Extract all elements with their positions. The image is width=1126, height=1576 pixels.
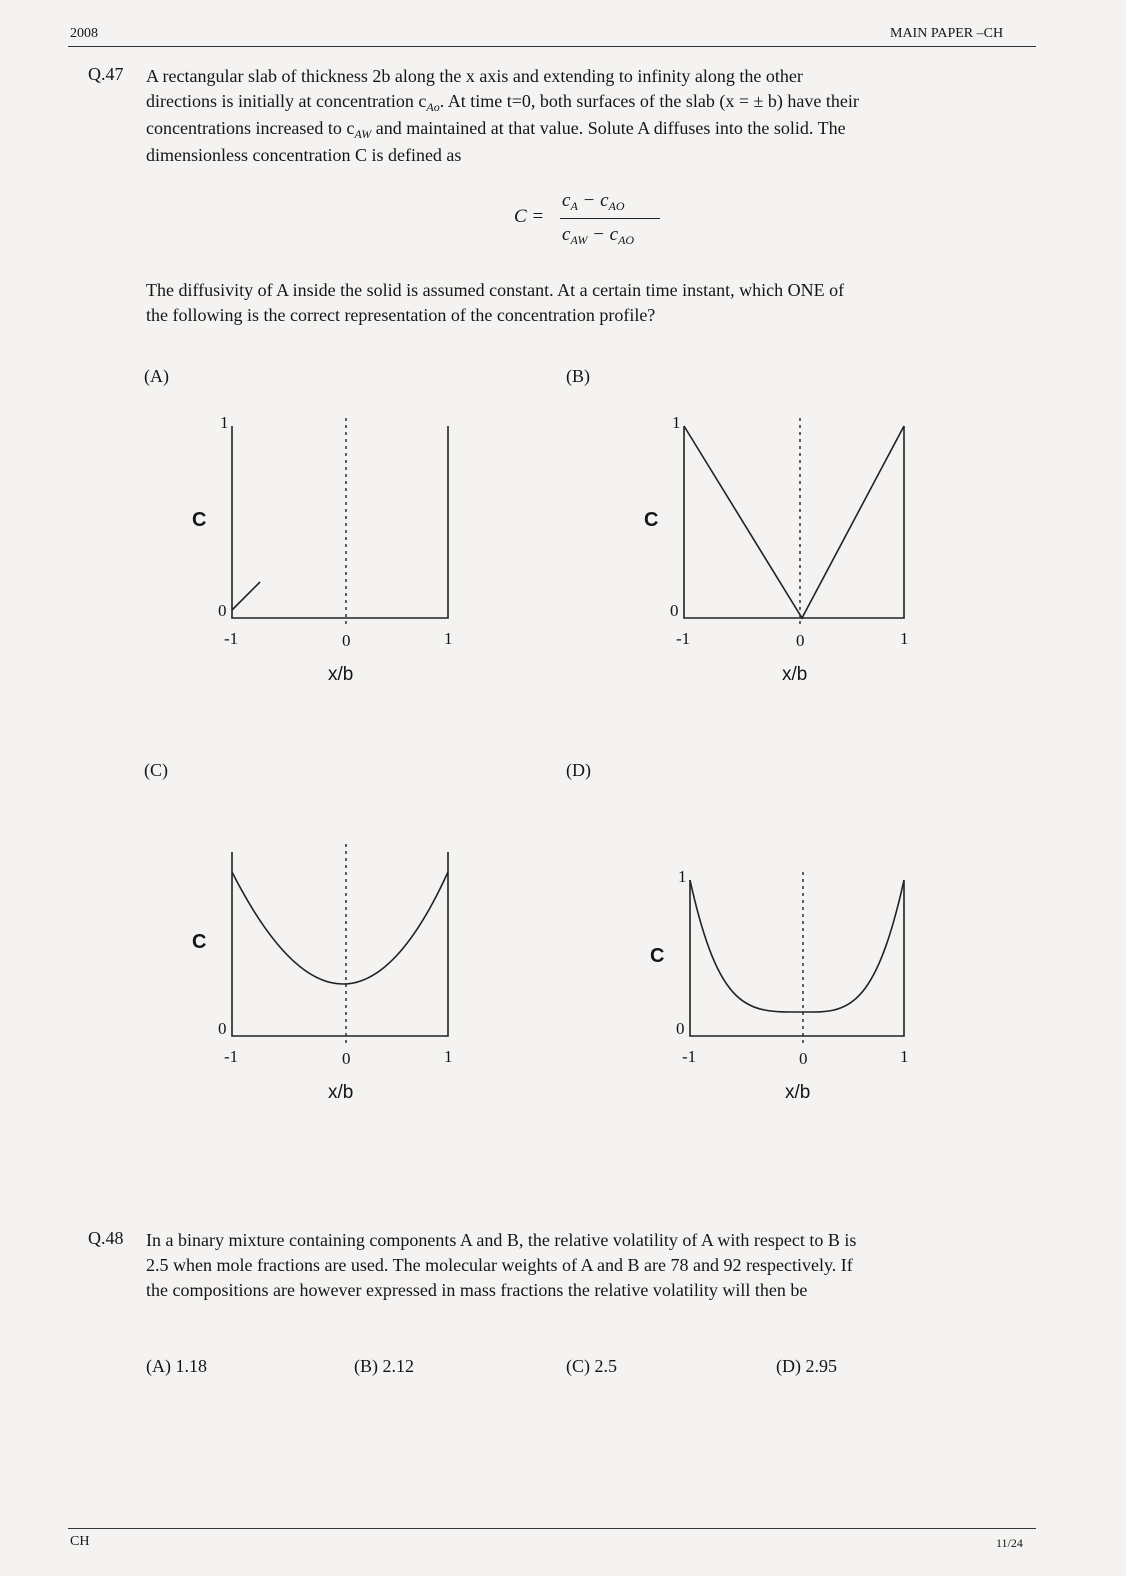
option-b-ylabel: C [644,509,659,531]
q47-line1: A rectangular slab of thickness 2b along the x axis and extending to infinity along the other [146,66,803,86]
option-c-curve [232,872,448,984]
option-a-ytick-top: 1 [220,413,229,432]
q48-option-a[interactable]: (A) 1.18 [146,1356,207,1376]
option-a-xtick-right: 1 [444,629,453,648]
option-c-ylabel: C [192,931,207,953]
q47-line5: The diffusivity of A inside the solid is assumed constant. At a certain time instant, which ONE of [146,280,845,300]
option-b-ytick-bottom: 0 [670,601,679,620]
footer-code: CH [70,1534,90,1549]
option-a-xtick-mid: 0 [342,631,351,650]
q48-option-c[interactable]: (C) 2.5 [566,1356,617,1376]
q47-line3: concentrations increased to $c_{AW}$ and maintained at that value. Solute A diffuses into the solid. The [146,118,846,141]
equation-denominator: $c_{AW} - c_{AO}$ [562,224,635,247]
equation-numerator: $c_A - c_{AO}$ [562,190,625,213]
option-b-xtick-right: 1 [900,629,909,648]
option-c-ytick-bottom: 0 [218,1019,227,1038]
question-number-47: Q.47 [88,64,124,84]
option-c-xlabel: x/b [328,1082,354,1103]
header-year: 2008 [70,26,98,41]
option-a-label[interactable]: (A) [144,366,169,386]
q48-line2: 2.5 when mole fractions are used. The molecular weights of A and B are 78 and 92 respectively. If [146,1255,853,1275]
q48-line3: the compositions are however expressed in mass fractions the relative volatility will then be [146,1280,808,1300]
option-c-label[interactable]: (C) [144,760,168,780]
option-d-curve [690,880,904,1012]
option-a-xlabel: x/b [328,664,354,685]
equation-lhs: C = [514,206,545,227]
option-b-curve [684,426,904,618]
footer-page: 11/24 [996,1536,1023,1550]
q48-option-b[interactable]: (B) 2.12 [354,1356,414,1376]
option-d-xtick-mid: 0 [799,1049,808,1068]
option-d-ytick-top: 1 [678,867,687,886]
option-c-xtick-right: 1 [444,1047,453,1066]
option-c-xtick-mid: 0 [342,1049,351,1068]
q47-line2: directions is initially at concentration $c_{Ao}$. At time t=0, both surfaces of the slab (x = ± b) have their [146,91,859,114]
option-a-axes-box [232,426,448,618]
option-d-xtick-right: 1 [900,1047,909,1066]
option-d-ytick-bottom: 0 [676,1019,685,1038]
footer-rule [68,1528,1036,1529]
q47-line4: dimensionless concentration C is defined as [146,145,462,165]
option-b-xtick-mid: 0 [796,631,805,650]
option-a-xtick-left: -1 [224,629,239,648]
header-paper: MAIN PAPER –CH [890,26,1004,41]
option-b-label[interactable]: (B) [566,366,590,386]
option-d-ylabel: C [650,945,665,967]
option-d-xtick-left: -1 [682,1047,697,1066]
option-a-ytick-bottom: 0 [218,601,227,620]
question-48-text [146,1228,1026,1303]
option-b-ytick-top: 1 [672,413,681,432]
q47-line6: the following is the correct representation of the concentration profile? [146,305,656,325]
question-number-48: Q.48 [88,1228,124,1248]
option-d-xlabel: x/b [785,1082,811,1103]
option-c-axes-box [232,852,448,1036]
option-a-ylabel: C [192,509,207,531]
q48-line1: In a binary mixture containing components A and B, the relative volatility of A with respect to B is [146,1230,857,1250]
option-b-axes-box [684,426,904,618]
option-b-xlabel: x/b [782,664,808,685]
q48-option-d[interactable]: (D) 2.95 [776,1356,837,1376]
option-a-curve [232,582,260,610]
option-d-label[interactable]: (D) [566,760,591,780]
option-b-xtick-left: -1 [676,629,691,648]
option-c-xtick-left: -1 [224,1047,239,1066]
